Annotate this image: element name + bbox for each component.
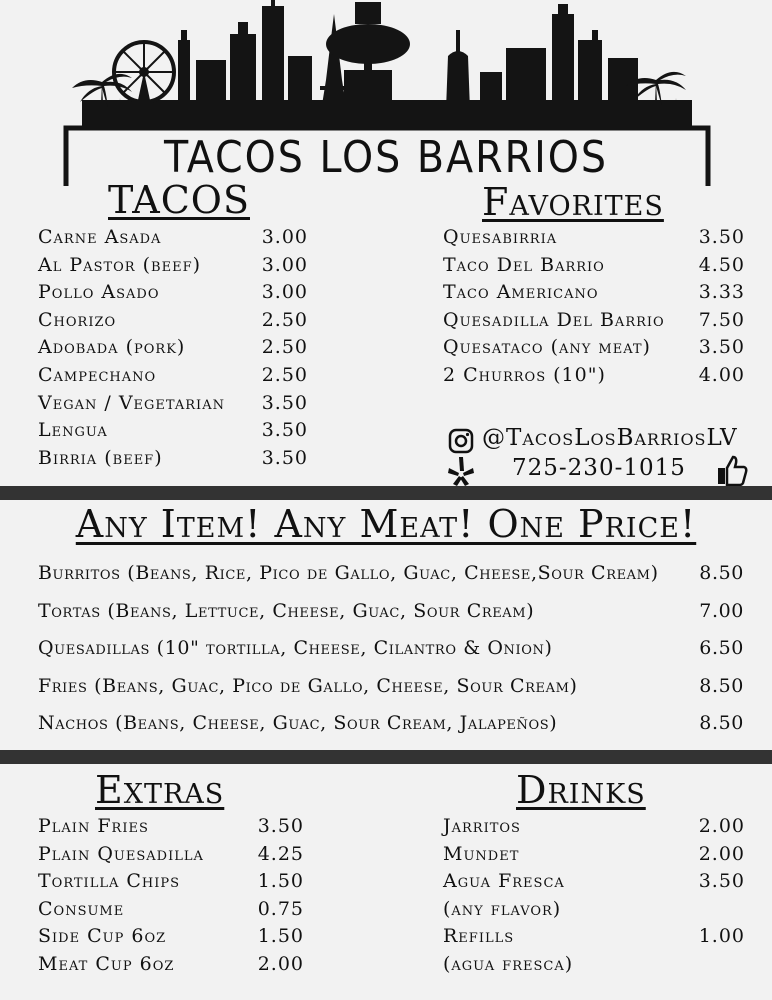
item-price: 3.50 [261,419,308,442]
combo-item [38,593,744,631]
favorite-item [443,307,745,335]
item-price: 8.50 [699,562,744,584]
extras-list [38,813,304,979]
extra-item [38,923,304,951]
taco-item [38,417,308,445]
item-name: Refills [443,925,515,948]
taco-item [38,445,308,473]
item-price: 2.50 [261,336,308,359]
item-name: Adobada (pork) [38,336,186,359]
extra-item [38,841,304,869]
item-price: 7.50 [698,308,745,331]
item-price: 2.00 [698,842,745,865]
item-name: (any flavor) [443,897,562,920]
item-name: Birria (beef) [38,446,163,469]
drinks-section-title: Drinks [516,768,646,812]
item-price: 4.00 [698,363,745,386]
item-price: 1.50 [257,870,304,893]
tacos-section-title: TACOS [108,178,250,222]
favorites-section-title: Favorites [482,180,664,224]
item-price: 8.50 [699,712,744,734]
taco-item [38,307,308,335]
item-name: Plain Fries [38,815,149,837]
drink-item [443,923,745,951]
drink-item [443,868,745,896]
item-price: 3.50 [261,446,308,469]
item-price: 6.50 [699,637,744,659]
item-name: Taco Americano [443,281,599,304]
item-price: 3.50 [698,336,745,359]
item-price: 3.50 [698,226,745,248]
item-price: 4.25 [257,842,304,865]
item-price: 2.50 [261,308,308,331]
item-name: 2 Churros (10") [443,363,606,386]
yelp-icon [446,455,476,487]
combo-item [38,705,744,743]
combo-item [38,630,744,668]
item-name: Jarritos [443,815,521,837]
drink-item [443,813,745,841]
item-price: 3.00 [261,281,308,304]
taco-item [38,362,308,390]
item-name: Carne Asada [38,226,162,248]
favorite-item [443,362,745,390]
item-name: Plain Quesadilla [38,842,204,865]
item-price: 4.50 [698,253,745,276]
item-name: Quesadilla Del Barrio [443,308,665,331]
item-name: Burritos (Beans, Rice, Pico de Gallo, Guac, Cheese,Sour Cream) [38,562,659,584]
combos-section-title: Any Item! Any Meat! One Price! [75,502,697,546]
item-name: Side Cup 6oz [38,925,167,948]
item-price: 3.50 [257,815,304,837]
item-price: 2.50 [261,363,308,386]
combo-item [38,668,744,706]
item-price: 3.00 [261,226,308,248]
favorite-item [443,252,745,280]
favorite-item [443,279,745,307]
section-divider-bottom [0,750,772,764]
taco-item [38,252,308,280]
favorite-item [443,224,745,252]
item-name: (agua fresca) [443,952,574,975]
item-name: Quesataco (any meat) [443,336,651,359]
item-name: Quesabirria [443,226,558,248]
item-name: Quesadillas (10" tortilla, Cheese, Cilantro & Onion) [38,637,553,659]
item-price: 2.00 [257,952,304,975]
item-price: 8.50 [699,674,744,697]
item-name: Pollo Asado [38,281,160,304]
item-price: 3.50 [261,391,308,414]
item-name: Fries (Beans, Guac, Pico de Gallo, Cheese, Sour Cream) [38,674,578,697]
item-name: Tortilla Chips [38,870,181,893]
item-price: 1.50 [257,925,304,948]
item-name: Tortas (Beans, Lettuce, Cheese, Guac, Sour Cream) [38,599,535,622]
favorite-item [443,334,745,362]
extra-item [38,951,304,979]
drink-item [443,951,745,979]
extra-item [38,896,304,924]
instagram-handle: @TacosLosBarriosLV [482,425,738,451]
drink-item [443,841,745,869]
taco-item [38,224,308,252]
item-name: Meat Cup 6oz [38,952,175,975]
extras-section-title: Extras [95,768,225,812]
thumbs-up-icon [716,454,748,486]
item-name: Mundet [443,842,520,865]
item-name: Al Pastor (beef) [38,253,202,276]
combos-list [38,555,744,743]
item-name: Vegan / Vegetarian [38,391,225,414]
extra-item [38,868,304,896]
item-name: Consume [38,897,125,920]
taco-item [38,279,308,307]
taco-item [38,390,308,418]
item-price: 3.33 [698,281,745,304]
drinks-list [443,813,745,979]
item-name: Chorizo [38,308,117,331]
item-name: Campechano [38,363,157,386]
item-price: 3.00 [261,253,308,276]
item-price: 1.00 [698,925,745,948]
item-price: 0.75 [257,897,304,920]
section-divider-top [0,486,772,500]
extra-item [38,813,304,841]
item-price: 2.00 [698,815,745,837]
taco-item [38,334,308,362]
item-name: Agua Fresca [443,870,565,893]
item-name: Taco Del Barrio [443,253,605,276]
instagram-icon [448,428,474,454]
combo-item [38,555,744,593]
item-price: 3.50 [698,870,745,893]
item-name: Lengua [38,419,108,442]
item-name: Nachos (Beans, Cheese, Guac, Sour Cream, Jalapeños) [38,712,558,734]
item-price: 7.00 [699,599,744,622]
restaurant-name: TACOS LOS BARRIOS [163,132,609,183]
favorites-list [443,224,745,390]
phone-number: 725-230-1015 [512,455,686,481]
tacos-list [38,224,308,472]
drink-item [443,896,745,924]
